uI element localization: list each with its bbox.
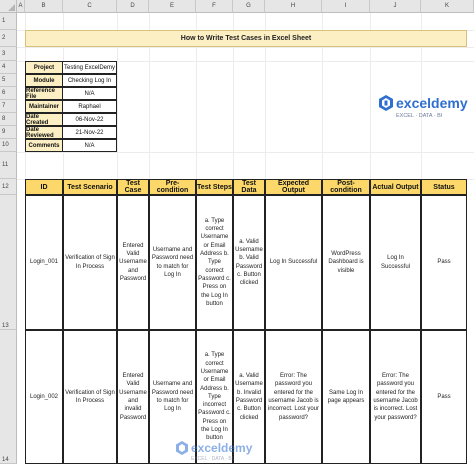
row-header-8[interactable] (0, 113, 17, 126)
column-header-e[interactable] (149, 0, 196, 13)
header-text: Test Steps (197, 183, 232, 191)
logo-name: exceldemy (396, 95, 468, 111)
info-value-text: Checking Log In (67, 77, 112, 84)
cell-actual-output[interactable] (370, 330, 421, 464)
column-header-k[interactable] (421, 0, 474, 13)
column-header-f[interactable] (196, 0, 233, 13)
row-number: 11 (2, 162, 9, 168)
info-label-date-reviewed[interactable] (25, 126, 63, 139)
info-value-date-reviewed[interactable] (63, 126, 117, 139)
column-letter: A (18, 3, 23, 9)
cell-id[interactable] (25, 195, 63, 330)
row-number: 7 (2, 103, 6, 109)
watermark-tagline: EXCEL · DATA · BI (191, 456, 234, 462)
info-label-text: Date Reviewed (26, 126, 54, 139)
header-pre-condition[interactable] (149, 179, 196, 195)
row-number: 1 (2, 18, 6, 24)
cell-text: Username and Password need to match for Log In (151, 246, 194, 278)
row-number: 10 (2, 142, 9, 148)
info-value-module[interactable] (63, 74, 117, 87)
cell-text: Same Log In page appears (327, 389, 365, 404)
info-value-text: N/A (84, 90, 95, 97)
cell-text: Error: The password you entered for the username Jacob is incorrect. Lost your password? (267, 373, 320, 421)
logo-tagline: EXCEL · DATA · BI (396, 113, 443, 119)
row-header-9[interactable] (0, 126, 17, 139)
cell-text: Login_002 (29, 393, 59, 400)
header-text: ID (40, 183, 48, 191)
column-letter: F (212, 3, 216, 9)
info-label-text: Project (33, 64, 55, 71)
exceldemy-logo (378, 91, 474, 121)
cell-text: a. Type correct Username or Email Address b. Type correct Password c. Press on the Log In button (198, 217, 231, 307)
row-number: 3 (2, 50, 6, 57)
column-header-h[interactable] (265, 0, 322, 13)
row-header-13[interactable] (0, 195, 17, 330)
cell-test-steps[interactable] (196, 195, 233, 330)
info-value-comments[interactable] (63, 139, 117, 152)
info-value-text: 06-Nov-22 (75, 116, 104, 123)
cell-text: Log In Successful (269, 259, 318, 266)
info-value-text: N/A (84, 142, 95, 149)
cell-test-case[interactable] (117, 195, 149, 330)
column-header-c[interactable] (63, 0, 117, 13)
info-value-text: 21-Nov-22 (75, 129, 104, 136)
header-actual-output[interactable] (370, 179, 421, 195)
column-letter: G (246, 3, 251, 9)
header-status[interactable] (421, 179, 467, 195)
column-letter: B (41, 3, 46, 9)
info-label-project[interactable] (25, 61, 63, 74)
header-text: Post-condition (330, 180, 362, 194)
header-text: Expected Output (277, 180, 310, 194)
row-header-6[interactable] (0, 87, 17, 100)
cell-test-data[interactable] (233, 195, 265, 330)
row-header-11[interactable] (0, 152, 17, 179)
info-value-text: Testing ExcelDemy (63, 64, 116, 71)
column-header-g[interactable] (233, 0, 265, 13)
info-value-reference-file[interactable] (63, 87, 117, 100)
column-header-i[interactable] (322, 0, 370, 13)
row-header-14[interactable] (0, 330, 17, 464)
cell-text: Username and Password need to match for Log In (151, 381, 194, 413)
exceldemy-logo-icon (378, 91, 474, 121)
column-letter: K (444, 3, 449, 9)
row-header-10[interactable] (0, 139, 17, 152)
row-number: 5 (2, 77, 6, 83)
column-header-b[interactable] (25, 0, 63, 13)
row-number: 9 (2, 129, 6, 135)
info-label-module[interactable] (25, 74, 63, 87)
sheet-title-text: How to Write Test Cases in Excel Sheet (180, 35, 312, 42)
info-label-maintainer[interactable] (25, 100, 63, 113)
row-header-12[interactable] (0, 179, 17, 195)
row-number: 8 (2, 116, 6, 122)
header-text: Status (433, 183, 455, 191)
watermark-name: exceldemy (191, 441, 253, 455)
cell-text: Pass (437, 393, 451, 400)
cell-status[interactable] (421, 330, 467, 464)
cell-text: Entered Valid Username and invalid Password (119, 373, 147, 421)
cell-status[interactable] (421, 195, 467, 330)
header-text: Test Scenario (67, 183, 113, 191)
row-number: 13 (2, 323, 9, 329)
cell-text: Verification of Sign In Process (65, 389, 115, 404)
info-label-reference-file[interactable] (25, 87, 63, 100)
cell-text: a. Type correct Username or Email Address b. Type incorrect Password c. Press on the Log In button (198, 352, 231, 442)
cell-test-scenario[interactable] (63, 330, 117, 464)
info-value-project[interactable] (63, 61, 117, 74)
row-header-3[interactable] (0, 47, 17, 61)
cell-post-condition[interactable] (322, 195, 370, 330)
cell-test-case[interactable] (117, 330, 149, 464)
cell-pre-condition[interactable] (149, 195, 196, 330)
cell-post-condition[interactable] (322, 330, 370, 464)
column-letter: I (344, 3, 347, 9)
exceldemy-watermark (175, 438, 265, 464)
header-post-condition[interactable] (322, 179, 370, 195)
column-letter: J (393, 3, 397, 9)
cell-text: Log In Successful (380, 255, 410, 270)
cell-text: Error: The password you entered for the username Jacob is incorrect. Lost your password? (373, 373, 418, 421)
cell-text: a. Valid Username b. Valid Password c. Button clicked (235, 238, 263, 287)
column-letter: C (87, 3, 92, 9)
exceldemy-watermark-icon (175, 438, 265, 464)
row-header-5[interactable] (0, 74, 17, 87)
header-test-scenario[interactable] (63, 179, 117, 195)
row-number: 4 (2, 64, 6, 70)
info-value-text: Raphael (78, 103, 101, 110)
info-label-text: Date Created (26, 113, 49, 126)
info-label-text: Comments (28, 142, 60, 149)
header-id[interactable] (25, 179, 63, 195)
column-letter: H (290, 3, 296, 9)
info-value-date-created[interactable] (63, 113, 117, 126)
cell-text: Entered Valid Username and Password (119, 242, 147, 282)
column-header-j[interactable] (370, 0, 421, 13)
cell-actual-output[interactable] (370, 195, 421, 330)
cell-text: Verification of Sign In Process (65, 255, 115, 270)
gridline (17, 47, 474, 48)
header-text: Test Data (241, 180, 257, 194)
info-label-date-created[interactable] (25, 113, 63, 126)
row-header-7[interactable] (0, 100, 17, 113)
row-number: 6 (2, 90, 6, 96)
cell-test-scenario[interactable] (63, 195, 117, 330)
sheet-title[interactable] (25, 30, 467, 47)
row-number: 14 (2, 457, 9, 463)
header-text: Test Case (124, 180, 142, 194)
cell-expected-output[interactable] (265, 330, 322, 464)
row-header-2[interactable] (0, 30, 17, 47)
header-test-data[interactable] (233, 179, 265, 195)
cell-text: Pass (437, 259, 451, 266)
info-value-maintainer[interactable] (63, 100, 117, 113)
cell-text: a. Valid Username b. Invalid Password c. Button clicked (235, 373, 263, 421)
info-label-text: Reference File (26, 87, 56, 100)
header-text: Pre-condition (156, 180, 189, 194)
row-number: 12 (2, 183, 9, 190)
header-test-steps[interactable] (196, 179, 233, 195)
gridline (17, 152, 474, 153)
header-expected-output[interactable] (265, 179, 322, 195)
info-label-text: Maintainer (28, 103, 59, 110)
column-letter: D (130, 3, 135, 9)
cell-text: WordPress Dashboard is visible (328, 251, 364, 274)
info-label-text: Module (33, 77, 55, 84)
cell-id[interactable] (25, 330, 63, 464)
column-header-a[interactable] (17, 0, 25, 13)
cell-text: Login_001 (29, 259, 59, 266)
select-all-corner[interactable] (0, 0, 17, 13)
column-letter: E (169, 3, 174, 9)
column-header-d[interactable] (117, 0, 149, 13)
info-label-comments[interactable] (25, 139, 63, 152)
row-header-1[interactable] (0, 13, 17, 30)
row-number: 2 (2, 35, 6, 41)
cell-expected-output[interactable] (265, 195, 322, 330)
header-test-case[interactable] (117, 179, 149, 195)
row-header-4[interactable] (0, 61, 17, 74)
header-text: Actual Output (372, 183, 419, 191)
